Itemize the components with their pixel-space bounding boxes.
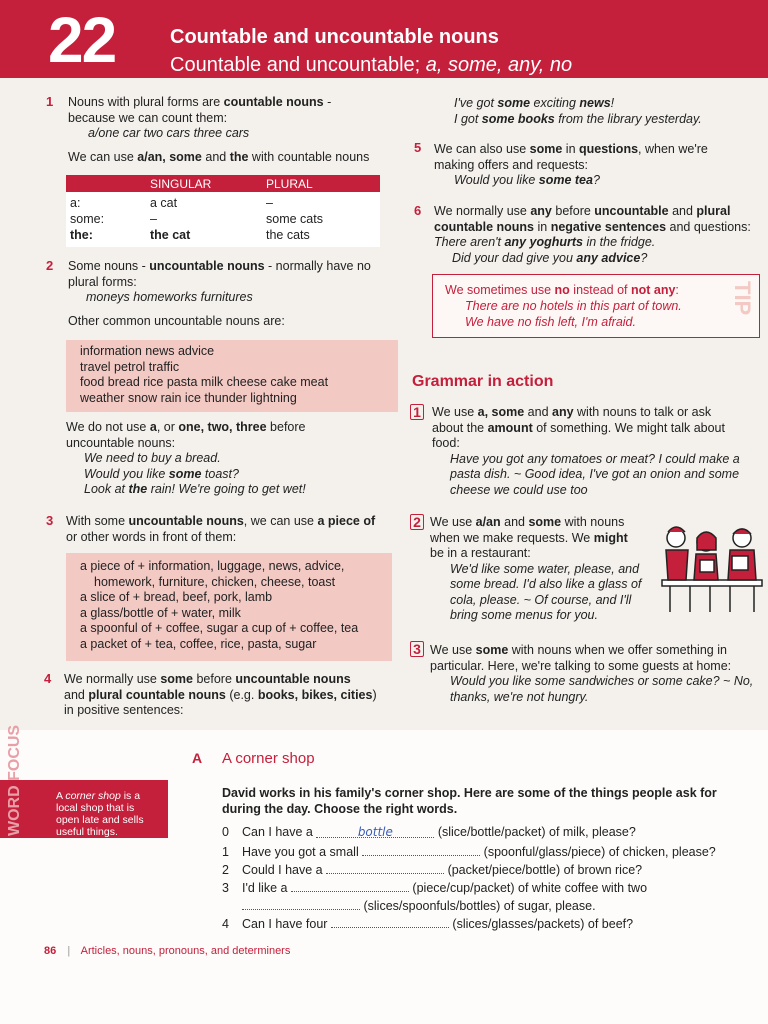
restaurant-illustration (660, 520, 764, 614)
answer-blank[interactable] (242, 897, 360, 910)
unit-subtitle: Countable and uncountable; a, some, any, no (170, 54, 573, 76)
singular-plural-table (66, 175, 380, 247)
section-5-number: 5 (414, 140, 422, 155)
section-6-number: 6 (414, 203, 422, 218)
table-col-singular: SINGULAR (150, 177, 212, 191)
section-4-examples: I've got some exciting news! I got some books from the library yesterday. (454, 96, 702, 126)
answer-blank[interactable] (362, 843, 480, 856)
gia-3-number: 3 (410, 641, 424, 657)
unit-number: 22 (48, 4, 116, 76)
list-item: (slices/spoonfuls/bottles) of sugar, please. (222, 897, 762, 915)
section-2-rule: We do not use a, or one, two, three before uncountable nouns: We need to buy a bread. Would you like some toast? Look at the rain! We're going to get wet! (66, 420, 306, 496)
exercise-letter: A (192, 750, 203, 766)
table-row: some: (70, 212, 105, 226)
table-cell: – (266, 196, 273, 210)
gia-3-text: We use some with nouns when we offer something in particular. Here, we're talking to some guests at home: Would you like some sandwiches or some cake? ~ No, thanks, we're not hungry. (430, 643, 754, 704)
footer-text: Articles, nouns, pronouns, and determiners (80, 945, 291, 957)
exercise-instructions: David works in his family's corner shop. Here are some of the things people ask for during the day. Choose the right words. (222, 786, 717, 816)
section-4-number: 4 (44, 671, 52, 686)
exercise-items (222, 825, 762, 933)
word-focus-box (0, 724, 168, 838)
section-3-number: 3 (46, 513, 54, 528)
answer-blank[interactable] (331, 915, 449, 928)
word-focus-label: WORD FOCUS (6, 724, 23, 836)
word-focus-text: A corner shop is a local shop that is open late and sells useful things. (56, 790, 144, 838)
answer-blank[interactable] (326, 861, 444, 874)
tip-example-2: We have no fish left, I'm afraid. (465, 315, 636, 329)
section-4-text: We normally use some before uncountable nouns and plural countable nouns (e.g. books, bikes, cities) in positive sentences: (64, 672, 377, 717)
answer-blank[interactable]: bottle (316, 825, 434, 838)
section-6-text: We normally use any before uncountable and plural countable nouns in negative sentences and questions: There aren't any yoghurts in the fridge. Did your dad give you any advice? (434, 204, 751, 265)
section-1-text: Nouns with plural forms are countable nouns - because we can count them: a/one car two cars three cars We can use a/an, some and the with countable nouns (68, 95, 370, 164)
table-cell: the cats (266, 228, 310, 242)
partitive-box: a piece of + information, luggage, news, advice, homework, furniture, chicken, cheese, toast a slice of + bread, beef, pork, lamb a glass/bottle of + water, milk a spoonful of + coffee, sugar a cup of + coffee, tea a packet of + tea, coffee, rice, pasta, sugar (66, 553, 392, 661)
table-cell: some cats (266, 212, 323, 226)
section-5-text: We can also use some in questions, when we're making offers and requests: Would you like some tea? (434, 142, 708, 187)
table-col-plural: PLURAL (266, 177, 313, 191)
tip-box (432, 274, 760, 338)
list-item: 2 Could I have a (packet/piece/bottle) of brown rice? (222, 863, 643, 877)
section-2-text: Some nouns - uncountable nouns - normally have no plural forms: moneys homeworks furnitures Other common uncountable nouns are: (68, 259, 371, 328)
list-item: 3 I'd like a (piece/cup/packet) of white coffee with two (222, 881, 648, 895)
list-item: 1 Have you got a small (spoonful/glass/piece) of chicken, please? (222, 845, 716, 859)
answer-blank[interactable] (291, 879, 409, 892)
table-header (66, 175, 380, 192)
list-item: 4 Can I have four (slices/glasses/packets) of beef? (222, 917, 634, 931)
gia-1-number: 1 (410, 404, 424, 420)
table-row: a: (70, 196, 81, 210)
section-3-text: With some uncountable nouns, we can use a piece of or other words in front of them: (66, 514, 376, 544)
section-2-number: 2 (46, 258, 54, 273)
exercise-title: A corner shop (222, 750, 315, 767)
tip-label: TIP (730, 281, 755, 316)
tip-text: We sometimes use no instead of not any: (445, 283, 679, 297)
uncountable-nouns-box: information news advice travel petrol traffic food bread rice pasta milk cheese cake meat weather snow rain ice thunder lightning (66, 340, 398, 412)
page-footer: 86 | Articles, nouns, pronouns, and determiners (44, 945, 291, 957)
table-cell: the cat (150, 228, 191, 242)
section-1-number: 1 (46, 94, 54, 109)
gia-2-number: 2 (410, 514, 424, 530)
table-cell: a cat (150, 196, 178, 210)
grammar-in-action-title: Grammar in action (412, 373, 554, 390)
page-number: 86 (44, 945, 57, 957)
list-item: 0 Can I have a bottle (slice/bottle/packet) of milk, please? (222, 825, 636, 839)
unit-title: Countable and uncountable nouns (170, 26, 499, 48)
table-row: the: (70, 228, 93, 242)
gia-1-text: We use a, some and any with nouns to talk or ask about the amount of something. We might talk about food: Have you got any tomatoes or meat? I could make a pasta dish. ~ Good idea, I've got an onion and some cheese we could use too (432, 405, 740, 497)
table-cell: – (150, 212, 157, 226)
gia-2-text: We use a/an and some with nouns when we make requests. We might be in a restaurant: We'd like some water, please, and some bread. I'd also like a glass of cola, please. ~ Of course, and I'll bring some menus for you. (430, 515, 642, 622)
tip-example-1: There are no hotels in this part of town. (465, 299, 682, 313)
